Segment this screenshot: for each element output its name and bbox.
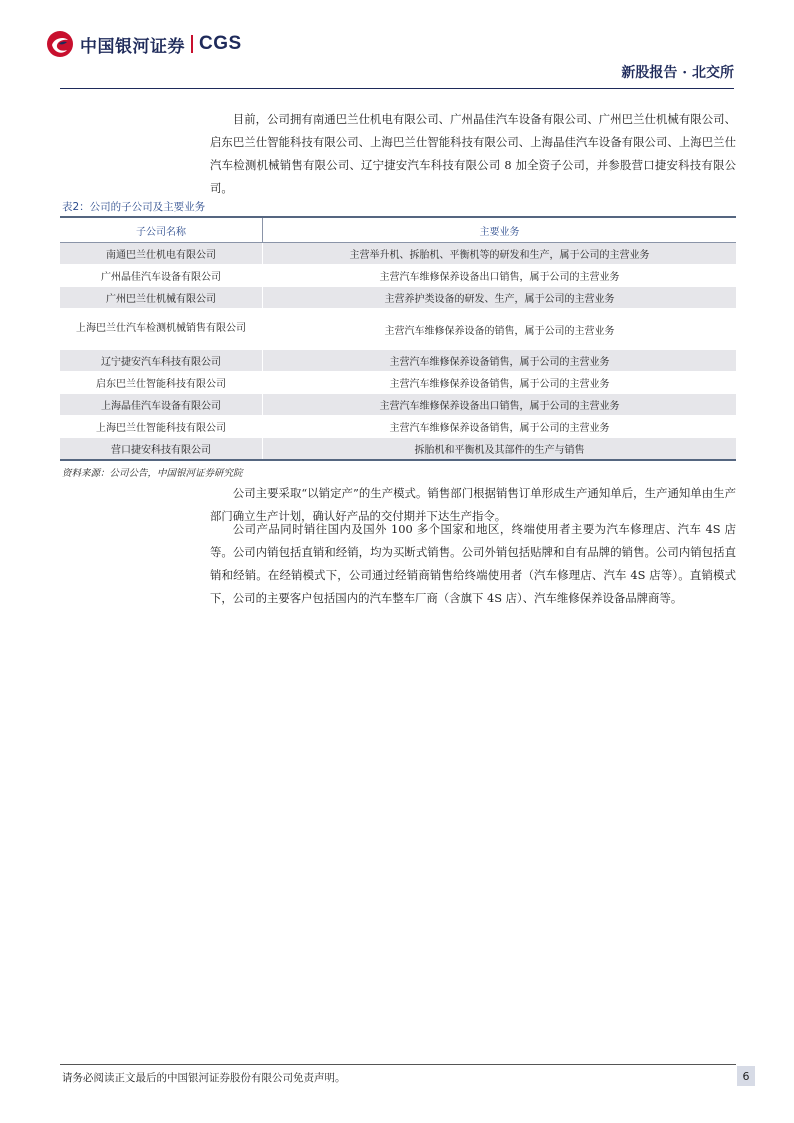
table-row [60,416,736,438]
table-row [60,350,736,372]
subsidiary-name: 上海巴兰仕汽车检测机械销售有限公司 [60,309,263,350]
subsidiary-business: 主营汽车维修保养设备的销售，属于公司的主营业务 [263,309,737,350]
subsidiary-business: 主营举升机、拆胎机、平衡机等的研发和生产，属于公司的主营业务 [263,243,737,265]
logo-separator [191,35,193,53]
footer-disclaimer: 请务必阅读正文最后的中国银河证券股份有限公司免责声明。 [62,1072,346,1084]
subsidiary-name: 启东巴兰仕智能科技有限公司 [60,372,263,394]
table-row [60,438,736,461]
subsidiary-name: 辽宁捷安汽车科技有限公司 [60,350,263,372]
subsidiary-name: 南通巴兰仕机电有限公司 [60,243,263,265]
subsidiary-name: 营口捷安科技有限公司 [60,438,263,461]
company-logo [46,30,242,58]
subsidiary-name: 上海巴兰仕智能科技有限公司 [60,416,263,438]
cgs-logo-icon [46,30,74,58]
table-row [60,372,736,394]
body-paragraph-2: 公司主要采取“以销定产”的生产模式。销售部门根据销售订单形成生产通知单后，生产通知单由生产部门确立生产计划，确认好产品的交付期并下达生产指令。 [210,486,736,523]
table-row [60,265,736,287]
subsidiary-business: 主营汽车维修保养设备销售，属于公司的主营业务 [263,416,737,438]
report-type: 新股报告 · 北交所 [621,65,734,81]
body-paragraph-3: 公司产品同时销往国内及国外 100 多个国家和地区，终端使用者主要为汽车修理店、汽车 4S 店等。公司内销包括直销和经销，均为买断式销售。公司外销包括贴牌和自有品牌的销售。公司内销包括直销和经销。在经销模式下，公司通过经销商销售给终端使用者（汽车修理店、汽车 4S 店等）。直销模式下，公司的主要客户包括国内的汽车整车厂商（含旗下 4S 店）、汽车维修保养设备品牌商等。 [210,522,736,605]
page-number: 6 [737,1066,755,1086]
subsidiaries-table [60,216,736,461]
subsidiary-business: 主营汽车维修保养设备销售，属于公司的主营业务 [263,372,737,394]
logo-en-text: CGS [199,33,242,54]
table-row [60,394,736,416]
table-caption: 表2：公司的子公司及主要业务 [62,201,206,213]
subsidiary-name: 广州巴兰仕机械有限公司 [60,287,263,309]
header-subsidiary-name: 子公司名称 [60,217,263,243]
table-row [60,309,736,350]
footer-divider [60,1064,736,1065]
subsidiary-name: 广州晶佳汽车设备有限公司 [60,265,263,287]
subsidiary-business: 主营汽车维修保养设备出口销售，属于公司的主营业务 [263,394,737,416]
subsidiary-business: 拆胎机和平衡机及其部件的生产与销售 [263,438,737,461]
subsidiary-business: 主营汽车维修保养设备出口销售，属于公司的主营业务 [263,265,737,287]
table-row [60,287,736,309]
table-source: 资料来源：公司公告，中国银河证券研究院 [62,468,243,479]
subsidiary-business: 主营汽车维修保养设备销售，属于公司的主营业务 [263,350,737,372]
body-paragraph-1: 目前，公司拥有南通巴兰仕机电有限公司、广州晶佳汽车设备有限公司、广州巴兰仕机械有限公司、启东巴兰仕智能科技有限公司、上海巴兰仕智能科技有限公司、上海晶佳汽车设备有限公司、上海巴兰仕汽车检测机械销售有限公司、辽宁捷安汽车科技有限公司 8 加全资子公司，并参股营口捷安科技有限公司。 [210,112,736,195]
table-row [60,243,736,265]
header-main-business: 主要业务 [263,217,737,243]
subsidiary-business: 主营养护类设备的研发、生产，属于公司的主营业务 [263,287,737,309]
logo-cn-text: 中国银河证券 [80,36,185,57]
header-divider [60,88,734,89]
table-header-row [60,217,736,243]
subsidiary-name: 上海晶佳汽车设备有限公司 [60,394,263,416]
